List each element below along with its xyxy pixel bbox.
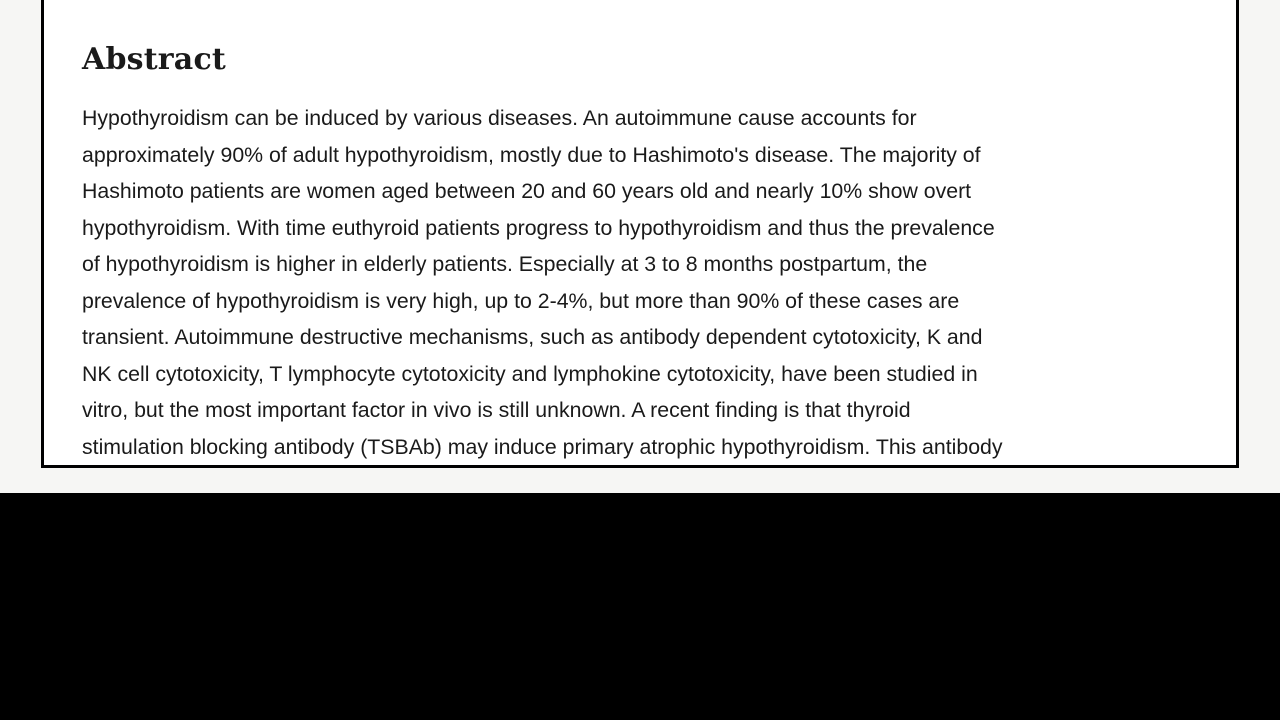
abstract-line: Hashimoto patients are women aged between 20 and 60 years old and nearly 10% show overt <box>82 179 972 203</box>
abstract-section <box>41 0 1239 468</box>
abstract-line: stimulation blocking antibody (TSBAb) may induce primary atrophic hypothyroidism. This antibody <box>82 434 1003 459</box>
blank-black-region <box>0 493 1280 720</box>
abstract-line: hypothyroidism. With time euthyroid patients progress to hypothyroidism and thus the prevalence <box>82 215 995 240</box>
abstract-line: of hypothyroidism is higher in elderly patients. Especially at 3 to 8 months postpartum, the <box>82 252 928 276</box>
abstract-line: prevalence of hypothyroidism is very high, up to 2-4%, but more than 90% of these cases are <box>82 288 960 313</box>
abstract-line: NK cell cytotoxicity, T lymphocyte cytotoxicity and lymphokine cytotoxicity, have been studied in <box>82 361 978 386</box>
abstract-line: approximately 90% of adult hypothyroidism, mostly due to Hashimoto's disease. The majority of <box>82 142 981 167</box>
abstract-line: vitro, but the most important factor in vivo is still unknown. A recent finding is that thyroid <box>82 398 911 422</box>
abstract-line: Hypothyroidism can be induced by various diseases. An autoimmune cause accounts for <box>82 106 917 130</box>
abstract-body <box>82 100 1222 465</box>
abstract-heading: Abstract <box>82 42 226 77</box>
abstract-line: transient. Autoimmune destructive mechanisms, such as antibody dependent cytotoxicity, K and <box>82 325 983 349</box>
